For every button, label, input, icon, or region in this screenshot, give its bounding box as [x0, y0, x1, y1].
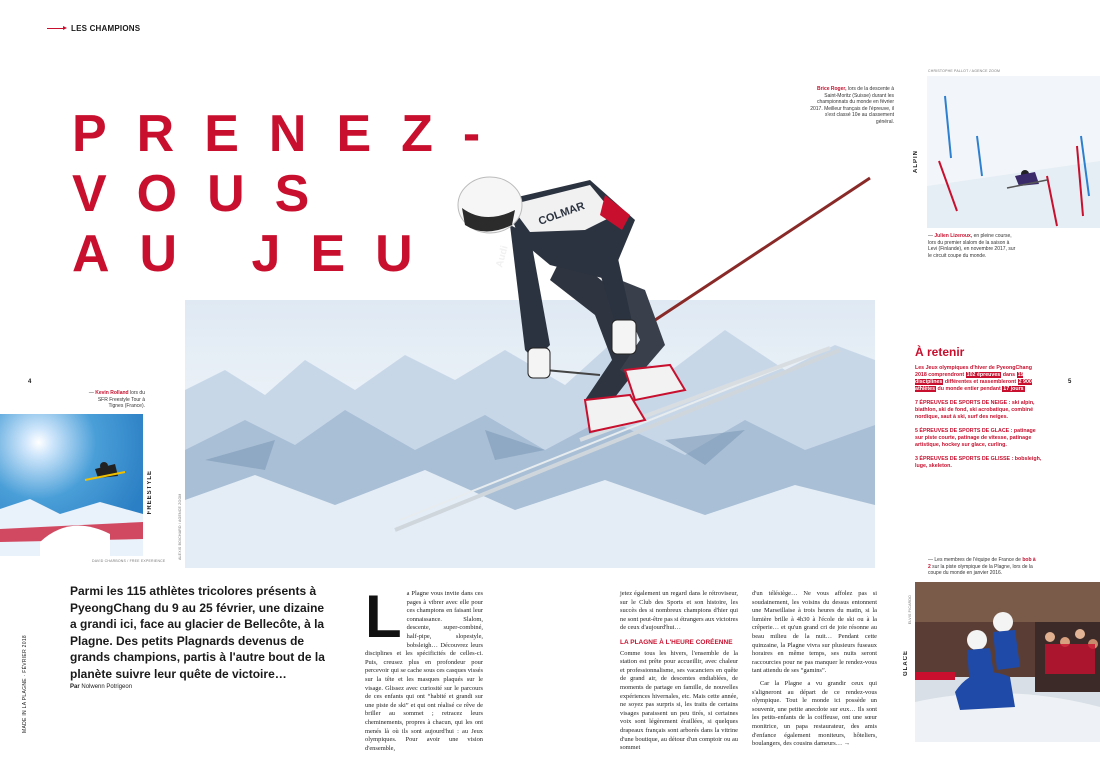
headline-line-3: AU JEU — [72, 225, 443, 283]
retenir-p1: Les Jeux olympiques d'hiver de PyeongChang 2018 comprendront 102 épreuves dans 15 disciplines différentes et rassembleront 2 900 athlètes du monde entier pendant 17 jours — [915, 365, 1032, 392]
intro-text: Parmi les 115 athlètes tricolores présents à PyeongChang du 9 au 25 février, une dizaine a grandi ici, face au glacier de Bellecôte, à la Plagne. Des petits Plagnards devenus de grands champions, partis à l'autre bout de la planète suivre leur quête de victoire… — [70, 584, 325, 681]
alpin-photo — [927, 76, 1100, 228]
headline-line-2: VOUS — [72, 165, 340, 223]
arrow-line-icon — [47, 28, 65, 29]
glace-label: GLACE — [903, 650, 909, 676]
headline-line-1: PRENEZ- — [72, 105, 511, 163]
freestyle-credit: DAVID CHARBONS / FREE EXPERIENCE — [92, 559, 166, 563]
freestyle-caption: — Kevin Rolland lors du SFR Freestyle Tour à Tignes (France). — [88, 390, 145, 409]
hero-credit: ALEXIS BOICHARD / AGENCE ZOOM — [178, 493, 182, 560]
bib-text: COLMAR — [536, 200, 587, 228]
freestyle-label: FREESTYLE — [147, 470, 153, 515]
body-column-2: jetez également un regard dans le rétroviseur, sur le Club des Sports et son histoire, les succès des si nombreux champions d'hier qui ne sont peut-être pas si étrangers aux victoires de ceux d'aujourd'hui… LA PLAGNE À L'HEURE CORÉENNE Comme tous les hivers, l'ensemble de la station est prête pour accueillir, avec chaleur et professionnalisme, ses vacanciers en quête de grand air, de descentes endiablées, de moments de partage en famille, de nouvelles expériences hivernales, etc. Mais cette année, ne soyez pas surpris si, les traits de certains visages paraissent un peu tirés, si certaines voix sont légèrement éraillées, si quelques drapeaux français sont arborés dans la vitrine d'une boutique, au détour d'un comptoir ou au sommet — [620, 590, 739, 752]
page-number-right: 5 — [1068, 379, 1072, 385]
section-tag — [47, 24, 140, 33]
suit-brand-text: Audi — [494, 244, 511, 269]
alpin-label: ALPIN — [913, 150, 919, 173]
glace-credit: ELVIS PICARDO — [908, 595, 912, 625]
glace-caption: — Les membres de l'équipe de France de bob à 2 sur la piste olympique de la Plagne, lors de la coupe du monde en janvier 2016. — [928, 557, 1036, 576]
alpin-credit: CHRISTOPHE PALLOT / AGENCE ZOOM — [928, 69, 1001, 73]
retenir-glisse: 3 ÉPREUVES DE SPORTS DE GLISSE : bobsleigh, luge, skeleton. — [915, 456, 1042, 469]
retenir-box — [915, 345, 1045, 477]
skier-illustration — [390, 170, 880, 540]
dropcap: L — [365, 583, 402, 650]
section-label: LES CHAMPIONS — [71, 24, 141, 33]
body-subhead: LA PLAGNE À L'HEURE CORÉENNE — [620, 638, 733, 646]
page-number-left: 4 — [28, 379, 32, 385]
retenir-glace: 5 ÉPREUVES DE SPORTS DE GLACE : patinage sur piste courte, patinage de vitesse, patinage artistique, hockey sur glace, curling. — [915, 428, 1036, 448]
alpin-caption: — Julien Lizeroux, en pleine course, lors du premier slalom de la saison à Levi (Finlande), en novembre 2017, sur le circuit coupe du monde. — [928, 233, 1016, 259]
body-column-3: d'un télésiège… Ne vous affolez pas si soudainement, les voisins du dessus entonnent une Marseillaise à trois heures du matin, si la lumière brille à 4h30 à l'école de ski ou à la crêperie… et qu'un grand cri de joie résonne au beau milieu de la nuit… Pendant cette quinzaine, la Plagne vivra sur plusieurs fuseaux horaires en même temps, ses nuits seront raccourcies pour ne pas manquer le rendez-vous tant attendu de ses “gamins”. Car la Plagne a vu grandir ceux qui s'aligneront au départ de ce rendez-vous olympique. Tout le monde ici possède un souvenir, une petite anecdote sur eux… Ils sont les petits-enfants de la coiffeuse, ont une sœur monitrice, un papa restaurateur, des amis d'enfance également moniteurs, hôteliers, boulangers, des cousins dameurs… → — [752, 590, 877, 748]
retenir-neige: 7 ÉPREUVES DE SPORTS DE NEIGE : ski alpin, biathlon, ski de fond, ski acrobatique, combiné nordique, saut à ski, surf des neiges. — [915, 400, 1035, 420]
byline: Par Nolwenn Potrigeon — [70, 684, 133, 690]
freestyle-photo — [0, 414, 143, 556]
glace-photo — [915, 582, 1100, 742]
body-column-1: L a Plagne vous invite dans ces pages à vibrer avec elle pour ces champions en faisant leur connaissance. Slalom, descente, super-combiné, half-pipe, slopestyle, bobsleigh… Découvrez leurs disciplines et les spécificités de celles-ci. Puis, creusez plus en profondeur pour percevoir qui se cache sous ces casques vissés sur la tête et les masques plaqués sur le visage. Glissez avec curiosité sur le parcours de ces enfants qui ont “habité et grandi sur une piste de ski” et qui ont réalisé ce rêve de briller au sommet ; retracez leurs cheminements, propres à chacun, qui les ont menés là où ils sont aujourd'hui : au Jeux olympiques. Pour avoir une vision d'ensemble, — [365, 583, 484, 752]
footer-side: MADE IN LA PLAGNE · FÉVRIER 2018 — [22, 635, 28, 733]
retenir-title: À retenir — [915, 345, 965, 359]
hero-caption: Brice Roger, lors de la descente à Saint-Moritz (Suisse) durant les championnats du monde en février 2017. Meilleur français de l'épreuve, il s'est classé 10e au classement général. — [810, 86, 894, 125]
